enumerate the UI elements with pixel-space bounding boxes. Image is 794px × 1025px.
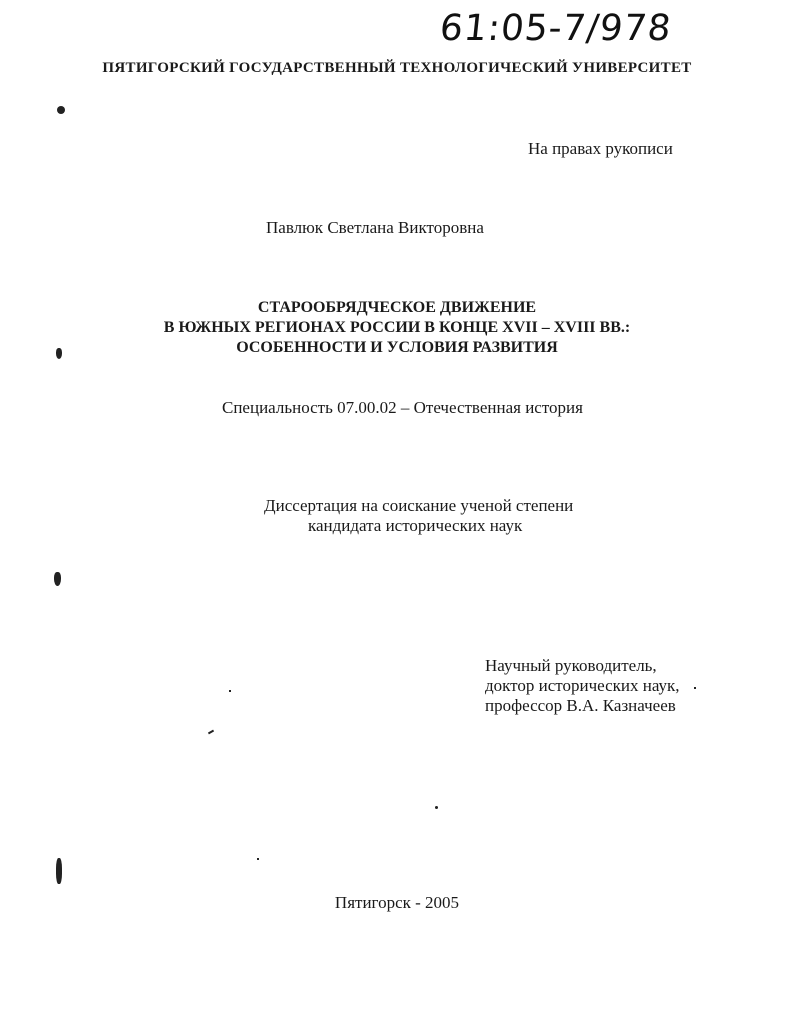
specialty-line: Специальность 07.00.02 – Отечественная история: [222, 398, 583, 417]
scan-mark: [56, 348, 62, 359]
university-name: ПЯТИГОРСКИЙ ГОСУДАРСТВЕННЫЙ ТЕХНОЛОГИЧЕСКИЙ УНИВЕРСИТЕТ: [102, 60, 692, 76]
scan-mark: [54, 572, 61, 586]
scan-mark: [208, 730, 214, 735]
dissertation-title: [0, 298, 794, 358]
degree-line-1: Диссертация на соискание ученой степени: [264, 496, 574, 515]
scan-mark: [56, 858, 62, 884]
scan-mark: [257, 858, 259, 860]
title-line-3: ОСОБЕННОСТИ И УСЛОВИЯ РАЗВИТИЯ: [236, 339, 558, 356]
author-name: Павлюк Светлана Викторовна: [266, 218, 484, 237]
supervisor-line-3: профессор В.А. Казначеев: [485, 696, 676, 715]
title-line-1: СТАРООБРЯДЧЕСКОЕ ДВИЖЕНИЕ: [257, 299, 537, 316]
city-year: Пятигорск - 2005: [334, 893, 460, 912]
supervisor-line-1: Научный руководитель,: [485, 656, 657, 675]
rights-note: На правах рукописи: [528, 139, 673, 158]
supervisor-block: [485, 656, 680, 716]
scan-mark: [694, 687, 696, 689]
title-line-2: В ЮЖНЫХ РЕГИОНАХ РОССИИ В КОНЦЕ XVII – XVIII ВВ.:: [163, 319, 631, 336]
handwritten-archive-code: 61:05-7/978: [437, 8, 674, 49]
scan-mark: [229, 690, 231, 692]
scan-mark: [57, 106, 65, 114]
supervisor-line-2: доктор исторических наук,: [485, 676, 680, 695]
scan-mark: [435, 806, 438, 809]
degree-line-2: кандидата исторических наук: [308, 516, 523, 535]
